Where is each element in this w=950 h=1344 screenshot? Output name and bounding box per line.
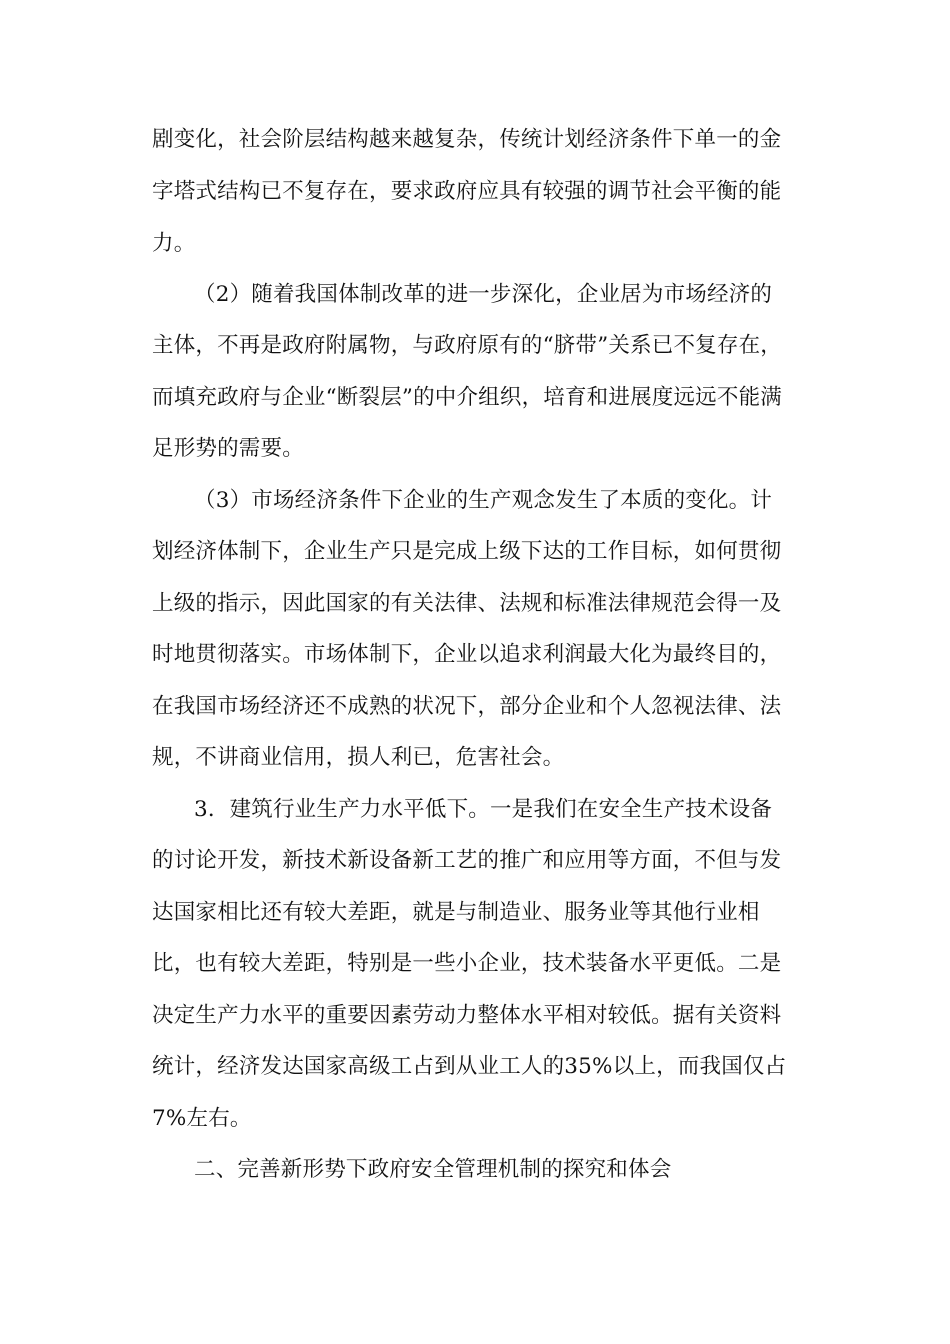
paragraph-line: 决定生产力水平的重要因素劳动力整体水平相对较低。据有关资料 [152, 1003, 782, 1028]
paragraph-line: 力。 [152, 231, 196, 256]
paragraph-line: （2）随着我国体制改革的进一步深化，企业居为市场经济的 [194, 282, 773, 307]
paragraph-line: （3）市场经济条件下企业的生产观念发生了本质的变化。计 [194, 488, 773, 513]
paragraph-line: 划经济体制下，企业生产只是完成上级下达的工作目标，如何贯彻 [152, 539, 782, 564]
paragraph-line: 足形势的需要。 [152, 436, 304, 461]
paragraph-line: 统计，经济发达国家高级工占到从业工人的35%以上，而我国仅占 [152, 1054, 787, 1079]
paragraph-line: 时地贯彻落实。市场体制下，企业以追求利润最大化为最终目的， [152, 642, 782, 667]
paragraph-line: 7%左右。 [152, 1106, 252, 1131]
paragraph-line: 规，不讲商业信用，损人利已，危害社会。 [152, 745, 565, 770]
paragraph-line: 而填充政府与企业“断裂层”的中介组织，培育和进展度远远不能满 [152, 385, 782, 410]
paragraph-line: 在我国市场经济还不成熟的状况下，部分企业和个人忽视法律、法 [152, 694, 782, 719]
paragraph-line: 上级的指示，因此国家的有关法律、法规和标准法律规范会得一及 [152, 591, 782, 616]
paragraph-line: 剧变化，社会阶层结构越来越复杂，传统计划经济条件下单一的金 [152, 127, 782, 152]
paragraph-line: 的讨论开发，新技术新设备新工艺的推广和应用等方面，不但与发 [152, 848, 782, 873]
paragraph-line: 主体，不再是政府附属物，与政府原有的“脐带”关系已不复存在， [152, 333, 782, 358]
paragraph-line: 3．建筑行业生产力水平低下。一是我们在安全生产技术设备 [194, 797, 773, 822]
paragraph-line: 达国家相比还有较大差距，就是与制造业、服务业等其他行业相 [152, 900, 760, 925]
paragraph-line: 字塔式结构已不复存在，要求政府应具有较强的调节社会平衡的能 [152, 179, 782, 204]
paragraph-line: 比，也有较大差距，特别是一些小企业，技术装备水平更低。二是 [152, 951, 782, 976]
section-heading: 二、完善新形势下政府安全管理机制的探究和体会 [194, 1157, 672, 1182]
